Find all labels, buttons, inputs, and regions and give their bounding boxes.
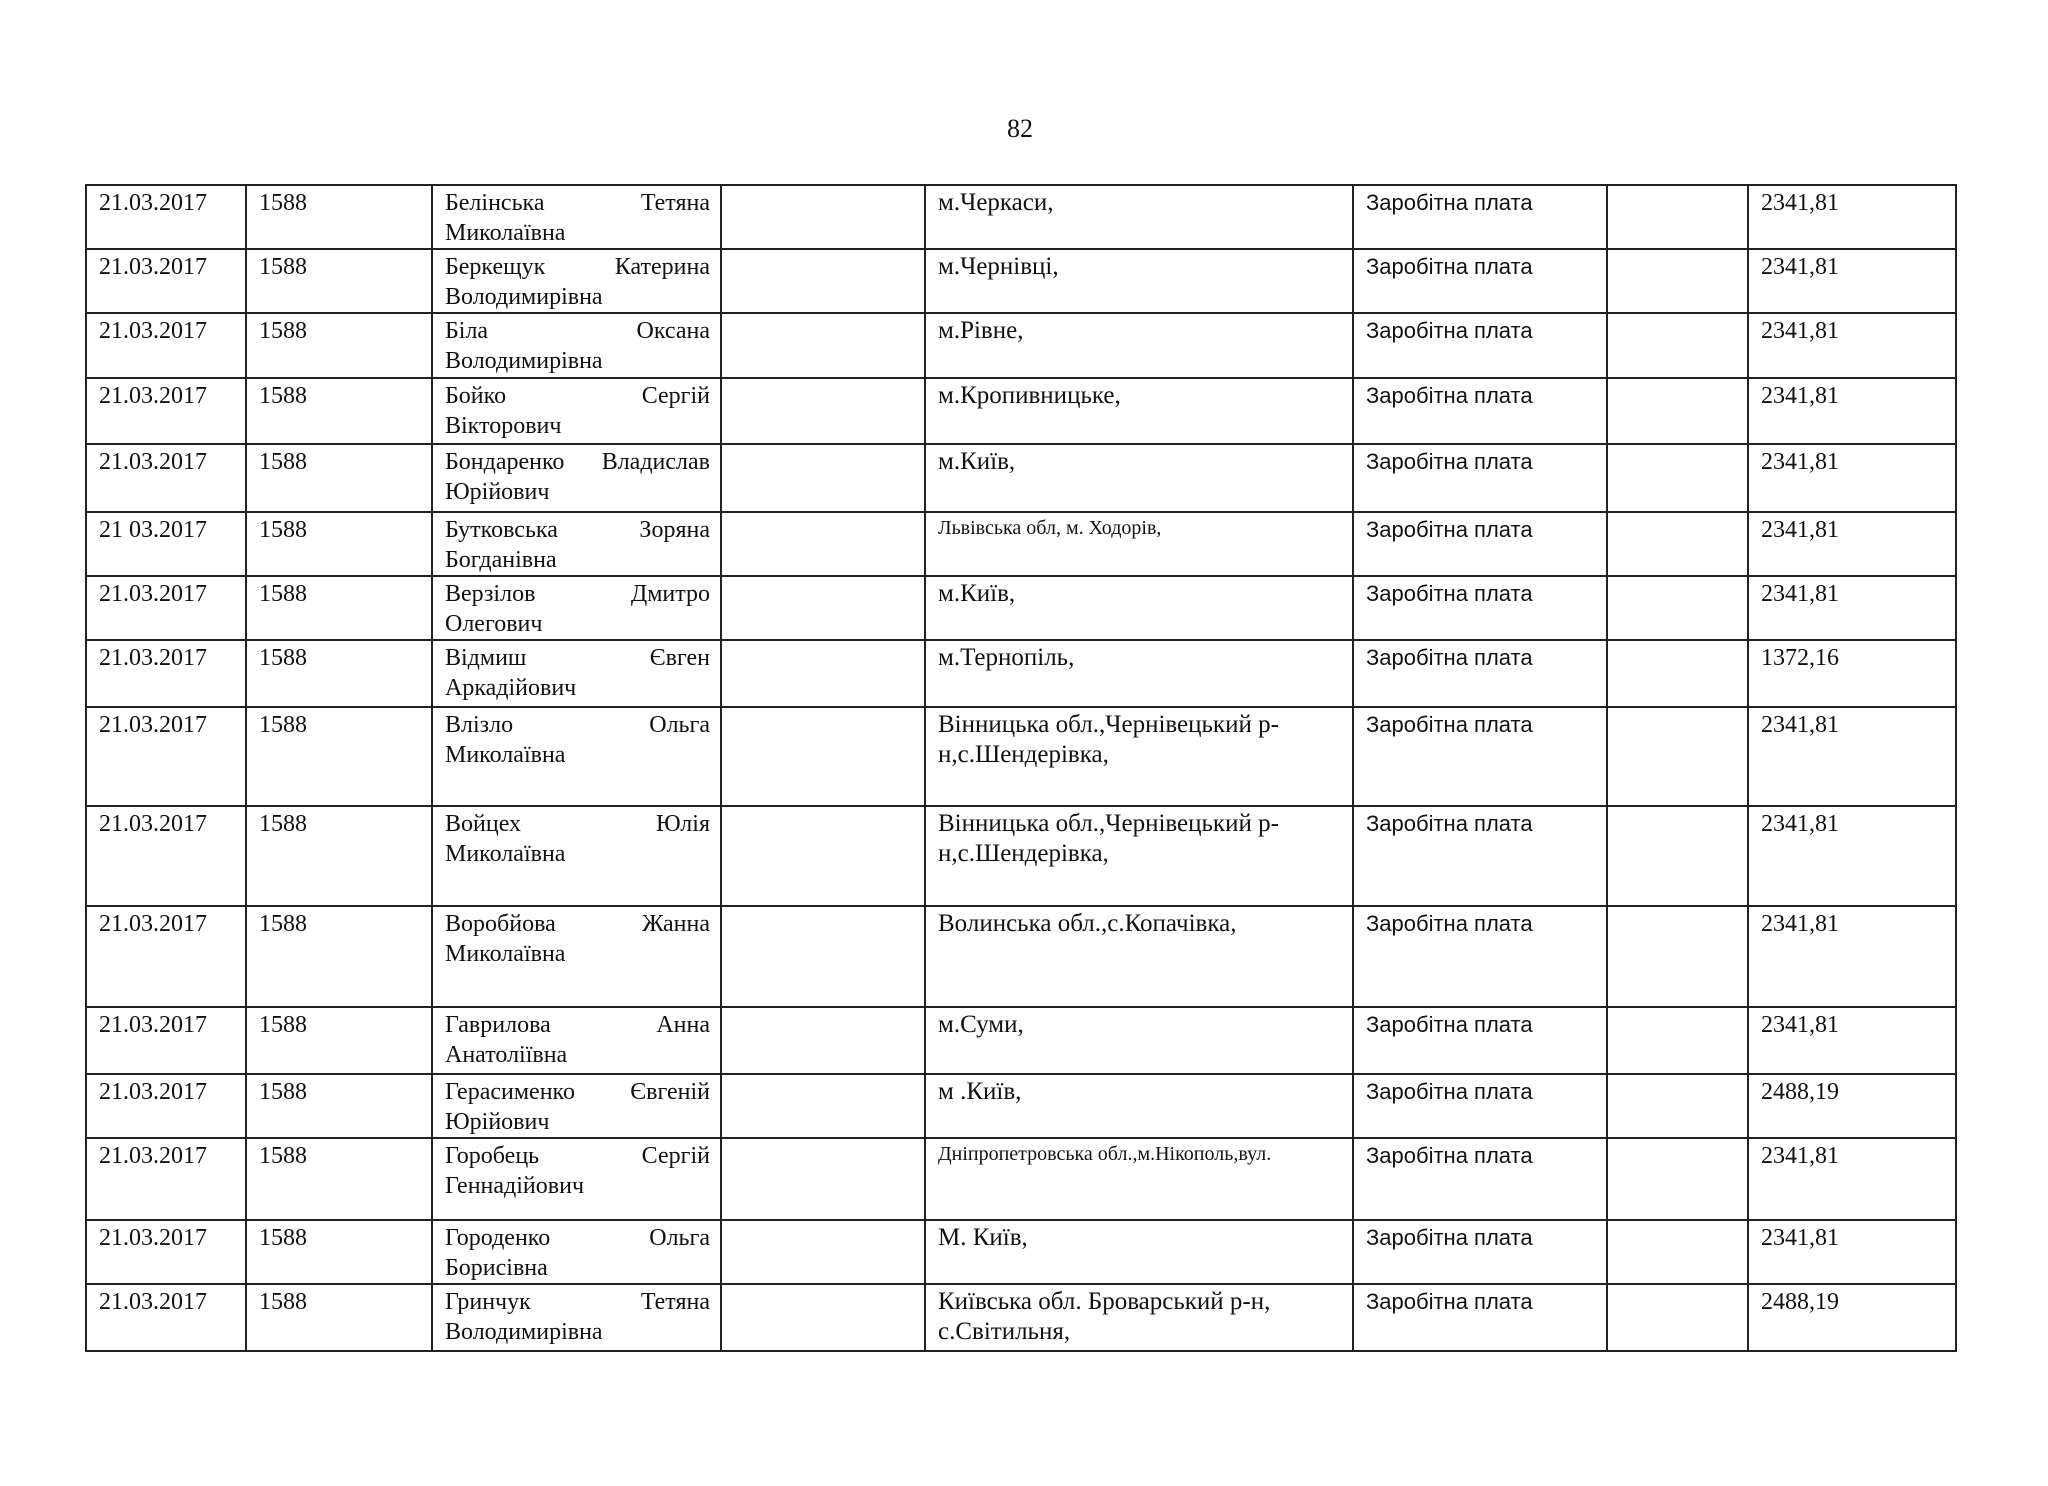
address-cell: М. Київ,: [925, 1220, 1353, 1284]
address-cell: Київська обл. Броварський р-н, с.Світильня,: [925, 1284, 1353, 1351]
person-patronymic: Вікторович: [445, 413, 562, 439]
address-cell: Вінницька обл.,Чернівецький р-н,с.Шендерівка,: [925, 806, 1353, 906]
payment-type-cell: Заробітна плата: [1353, 378, 1607, 444]
redacted-id-cell: [721, 1284, 925, 1351]
person-name-cell: [432, 185, 721, 249]
date-cell: 21.03.2017: [86, 1007, 246, 1074]
address-cell: Вінницька обл.,Чернівецький р-н,с.Шендерівка,: [925, 707, 1353, 806]
person-surname-and-name: Бойко Сергій: [445, 383, 710, 409]
document-number-cell: 1588: [246, 1284, 432, 1351]
person-name-cell: [432, 1007, 721, 1074]
redacted-id-cell: [721, 806, 925, 906]
address-cell: Волинська обл.,с.Копачівка,: [925, 906, 1353, 1007]
address-cell: м.Кропивницьке,: [925, 378, 1353, 444]
amount-cell: 2341,81: [1748, 576, 1956, 640]
payment-type-cell: Заробітна плата: [1353, 640, 1607, 707]
person-patronymic: Володимирівна: [445, 284, 603, 310]
person-surname-and-name: Городенко Ольга: [445, 1225, 710, 1251]
payment-type-cell: Заробітна плата: [1353, 185, 1607, 249]
address-cell: м.Чернівці,: [925, 249, 1353, 313]
document-number-cell: 1588: [246, 512, 432, 576]
address-cell: м.Рівне,: [925, 313, 1353, 378]
table-row: [86, 640, 1956, 707]
redacted-id-cell: [721, 640, 925, 707]
date-cell: 21.03.2017: [86, 1138, 246, 1220]
amount-cell: 1372,16: [1748, 640, 1956, 707]
person-patronymic: Богданівна: [445, 547, 557, 573]
amount-cell: 2341,81: [1748, 1138, 1956, 1220]
document-number-cell: 1588: [246, 444, 432, 512]
amount-cell: 2341,81: [1748, 806, 1956, 906]
person-patronymic: Юрійович: [445, 1109, 550, 1135]
person-surname-and-name: Белінська Тетяна: [445, 190, 710, 216]
amount-cell: 2341,81: [1748, 444, 1956, 512]
payment-type-cell: Заробітна плата: [1353, 707, 1607, 806]
address-cell: м.Тернопіль,: [925, 640, 1353, 707]
date-cell: 21 03.2017: [86, 512, 246, 576]
person-patronymic: Геннадійович: [445, 1173, 585, 1199]
date-cell: 21.03.2017: [86, 1284, 246, 1351]
payment-type-cell: Заробітна плата: [1353, 512, 1607, 576]
amount-cell: 2341,81: [1748, 249, 1956, 313]
empty-cell: [1607, 906, 1748, 1007]
empty-cell: [1607, 185, 1748, 249]
table-row: [86, 1284, 1956, 1351]
document-number-cell: 1588: [246, 1138, 432, 1220]
date-cell: 21.03.2017: [86, 576, 246, 640]
document-number-cell: 1588: [246, 576, 432, 640]
address-cell: м .Київ,: [925, 1074, 1353, 1138]
person-name-cell: [432, 444, 721, 512]
table-row: [86, 1074, 1956, 1138]
person-surname-and-name: Войцех Юлія: [445, 811, 710, 837]
table-row: [86, 378, 1956, 444]
person-surname-and-name: Герасименко Євгеній: [445, 1079, 710, 1105]
redacted-id-cell: [721, 249, 925, 313]
date-cell: 21.03.2017: [86, 378, 246, 444]
address-cell: м.Київ,: [925, 444, 1353, 512]
person-name-cell: [432, 1074, 721, 1138]
person-patronymic: Миколаївна: [445, 941, 566, 967]
empty-cell: [1607, 1138, 1748, 1220]
table-row: [86, 1220, 1956, 1284]
address-cell: Львівська обл, м. Ходорів,: [925, 512, 1353, 576]
payment-type-cell: Заробітна плата: [1353, 1074, 1607, 1138]
date-cell: 21.03.2017: [86, 640, 246, 707]
person-surname-and-name: Гринчук Тетяна: [445, 1289, 710, 1315]
redacted-id-cell: [721, 1220, 925, 1284]
person-patronymic: Олегович: [445, 611, 543, 637]
table-row: [86, 1007, 1956, 1074]
payment-type-cell: Заробітна плата: [1353, 1007, 1607, 1074]
empty-cell: [1607, 313, 1748, 378]
page-number: 82: [1007, 114, 1033, 143]
table-row: [86, 806, 1956, 906]
table-row: [86, 512, 1956, 576]
person-patronymic: Володимирівна: [445, 1319, 603, 1345]
person-surname-and-name: Верзілов Дмитро: [445, 581, 710, 607]
date-cell: 21.03.2017: [86, 249, 246, 313]
person-name-cell: [432, 906, 721, 1007]
payment-type-cell: Заробітна плата: [1353, 444, 1607, 512]
document-number-cell: 1588: [246, 1074, 432, 1138]
empty-cell: [1607, 1284, 1748, 1351]
empty-cell: [1607, 707, 1748, 806]
redacted-id-cell: [721, 512, 925, 576]
document-number-cell: 1588: [246, 249, 432, 313]
payment-type-cell: Заробітна плата: [1353, 576, 1607, 640]
payment-type-cell: Заробітна плата: [1353, 806, 1607, 906]
person-name-cell: [432, 1284, 721, 1351]
payment-type-cell: Заробітна плата: [1353, 1138, 1607, 1220]
document-number-cell: 1588: [246, 185, 432, 249]
empty-cell: [1607, 444, 1748, 512]
amount-cell: 2341,81: [1748, 185, 1956, 249]
date-cell: 21.03.2017: [86, 1220, 246, 1284]
person-patronymic: Миколаївна: [445, 220, 566, 246]
person-patronymic: Миколаївна: [445, 742, 566, 768]
date-cell: 21.03.2017: [86, 185, 246, 249]
person-surname-and-name: Влізло Ольга: [445, 712, 710, 738]
document-number-cell: 1588: [246, 313, 432, 378]
person-surname-and-name: Воробйова Жанна: [445, 911, 710, 937]
person-name-cell: [432, 249, 721, 313]
table-body: [86, 185, 1956, 1351]
address-cell: м.Суми,: [925, 1007, 1353, 1074]
empty-cell: [1607, 378, 1748, 444]
person-name-cell: [432, 576, 721, 640]
payment-type-cell: Заробітна плата: [1353, 1284, 1607, 1351]
payment-type-cell: Заробітна плата: [1353, 313, 1607, 378]
person-surname-and-name: Бондаренко Владислав: [445, 449, 710, 475]
document-number-cell: 1588: [246, 640, 432, 707]
person-surname-and-name: Гаврилова Анна: [445, 1012, 710, 1038]
amount-cell: 2341,81: [1748, 512, 1956, 576]
table-row: [86, 707, 1956, 806]
redacted-id-cell: [721, 378, 925, 444]
date-cell: 21.03.2017: [86, 806, 246, 906]
amount-cell: 2488,19: [1748, 1284, 1956, 1351]
table-row: [86, 185, 1956, 249]
person-name-cell: [432, 512, 721, 576]
document-number-cell: 1588: [246, 806, 432, 906]
redacted-id-cell: [721, 444, 925, 512]
payment-register-table: [85, 184, 1957, 1352]
person-name-cell: [432, 806, 721, 906]
person-name-cell: [432, 707, 721, 806]
empty-cell: [1607, 249, 1748, 313]
date-cell: 21.03.2017: [86, 707, 246, 806]
table-row: [86, 576, 1956, 640]
document-number-cell: 1588: [246, 707, 432, 806]
payment-type-cell: Заробітна плата: [1353, 249, 1607, 313]
empty-cell: [1607, 640, 1748, 707]
table-row: [86, 1138, 1956, 1220]
table-row: [86, 249, 1956, 313]
person-patronymic: Анатоліївна: [445, 1042, 568, 1068]
person-surname-and-name: Горобець Сергій: [445, 1143, 710, 1169]
redacted-id-cell: [721, 313, 925, 378]
person-surname-and-name: Відмиш Євген: [445, 645, 710, 671]
date-cell: 21.03.2017: [86, 444, 246, 512]
table-row: [86, 906, 1956, 1007]
empty-cell: [1607, 576, 1748, 640]
document-number-cell: 1588: [246, 378, 432, 444]
date-cell: 21.03.2017: [86, 1074, 246, 1138]
person-patronymic: Миколаївна: [445, 841, 566, 867]
document-number-cell: 1588: [246, 1220, 432, 1284]
redacted-id-cell: [721, 906, 925, 1007]
amount-cell: 2341,81: [1748, 1220, 1956, 1284]
date-cell: 21.03.2017: [86, 313, 246, 378]
amount-cell: 2341,81: [1748, 313, 1956, 378]
empty-cell: [1607, 1220, 1748, 1284]
date-cell: 21.03.2017: [86, 906, 246, 1007]
person-name-cell: [432, 313, 721, 378]
person-name-cell: [432, 378, 721, 444]
amount-cell: 2341,81: [1748, 707, 1956, 806]
payment-type-cell: Заробітна плата: [1353, 906, 1607, 1007]
person-surname-and-name: Бутковська Зоряна: [445, 517, 710, 543]
redacted-id-cell: [721, 185, 925, 249]
payment-type-cell: Заробітна плата: [1353, 1220, 1607, 1284]
redacted-id-cell: [721, 1138, 925, 1220]
redacted-id-cell: [721, 707, 925, 806]
document-number-cell: 1588: [246, 906, 432, 1007]
amount-cell: 2488,19: [1748, 1074, 1956, 1138]
person-name-cell: [432, 1220, 721, 1284]
empty-cell: [1607, 512, 1748, 576]
person-name-cell: [432, 640, 721, 707]
person-patronymic: Аркадійович: [445, 675, 577, 701]
person-patronymic: Борисівна: [445, 1255, 548, 1281]
redacted-id-cell: [721, 576, 925, 640]
document-number-cell: 1588: [246, 1007, 432, 1074]
person-name-cell: [432, 1138, 721, 1220]
person-patronymic: Юрійович: [445, 479, 550, 505]
person-surname-and-name: Беркещук Катерина: [445, 254, 710, 280]
address-cell: м.Черкаси,: [925, 185, 1353, 249]
address-cell: Дніпропетровська обл.,м.Нікополь,вул.: [925, 1138, 1353, 1220]
empty-cell: [1607, 806, 1748, 906]
address-cell: м.Київ,: [925, 576, 1353, 640]
redacted-id-cell: [721, 1007, 925, 1074]
empty-cell: [1607, 1074, 1748, 1138]
amount-cell: 2341,81: [1748, 906, 1956, 1007]
person-patronymic: Володимирівна: [445, 348, 603, 374]
redacted-id-cell: [721, 1074, 925, 1138]
amount-cell: 2341,81: [1748, 378, 1956, 444]
empty-cell: [1607, 1007, 1748, 1074]
person-surname-and-name: Біла Оксана: [445, 318, 710, 344]
table-row: [86, 444, 1956, 512]
table-row: [86, 313, 1956, 378]
amount-cell: 2341,81: [1748, 1007, 1956, 1074]
